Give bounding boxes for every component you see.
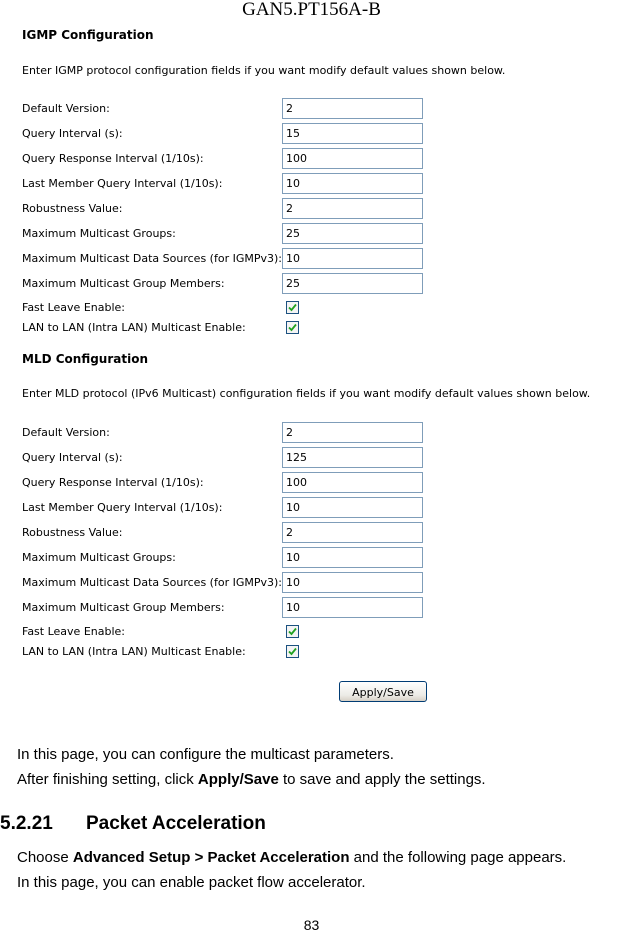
igmp-query-interval-input[interactable]: 15 xyxy=(282,123,423,144)
field-label: Default Version: xyxy=(22,426,110,439)
checkbox-label: LAN to LAN (Intra LAN) Multicast Enable: xyxy=(22,321,246,334)
mld-max-group-members-input[interactable]: 10 xyxy=(282,597,423,618)
text-fragment: to save and apply the settings. xyxy=(278,771,486,788)
mld-section-title: MLD Configuration xyxy=(22,352,148,366)
field-label: Last Member Query Interval (1/10s): xyxy=(22,501,223,514)
mld-fast-leave-row xyxy=(20,623,440,643)
checkbox-label: LAN to LAN (Intra LAN) Multicast Enable: xyxy=(22,645,246,658)
field-label: Query Response Interval (1/10s): xyxy=(22,476,204,489)
mld-lan-to-lan-row xyxy=(20,643,440,663)
igmp-default-version-row xyxy=(20,98,440,123)
mld-robustness-value-input[interactable]: 2 xyxy=(282,522,423,543)
paragraph-configure: In this page, you can configure the multicast parameters. xyxy=(17,746,394,763)
igmp-max-multicast-groups-row xyxy=(20,223,440,248)
field-label: Maximum Multicast Data Sources (for IGMPv3): xyxy=(22,252,282,265)
text-fragment: After finishing setting, click xyxy=(17,771,198,788)
field-label: Query Interval (s): xyxy=(22,127,123,140)
mld-robustness-value-row xyxy=(20,522,440,547)
check-icon xyxy=(288,303,297,312)
text-fragment: and the following page appears. xyxy=(349,849,567,866)
field-label: Query Response Interval (1/10s): xyxy=(22,152,204,165)
igmp-intro-text: Enter IGMP protocol configuration fields if you want modify default values shown below. xyxy=(22,64,506,77)
mld-default-version-row xyxy=(20,422,440,447)
bold-apply-save: Apply/Save xyxy=(197,771,279,788)
field-label: Robustness Value: xyxy=(22,526,123,539)
mld-fast-leave-checkbox[interactable] xyxy=(286,625,299,638)
igmp-robustness-value-input[interactable]: 2 xyxy=(282,198,423,219)
section-title: Packet Acceleration xyxy=(86,813,266,834)
router-config-screenshot xyxy=(20,24,620,714)
igmp-max-data-sources-row xyxy=(20,248,440,273)
igmp-lan-to-lan-row xyxy=(20,319,440,339)
page-number: 83 xyxy=(303,917,320,933)
field-label: Default Version: xyxy=(22,102,110,115)
igmp-max-data-sources-input[interactable]: 10 xyxy=(282,248,423,269)
field-label: Last Member Query Interval (1/10s): xyxy=(22,177,223,190)
field-label: Robustness Value: xyxy=(22,202,123,215)
igmp-max-group-members-input[interactable]: 25 xyxy=(282,273,423,294)
igmp-robustness-value-row xyxy=(20,198,440,223)
paragraph-enable-accelerator: In this page, you can enable packet flow accelerator. xyxy=(17,874,366,891)
igmp-fast-leave-checkbox[interactable] xyxy=(286,301,299,314)
mld-default-version-input[interactable]: 2 xyxy=(282,422,423,443)
igmp-last-member-query-interval-row xyxy=(20,173,440,198)
mld-max-multicast-groups-row xyxy=(20,547,440,572)
field-label: Query Interval (s): xyxy=(22,451,123,464)
igmp-max-multicast-groups-input[interactable]: 25 xyxy=(282,223,423,244)
igmp-section-title: IGMP Configuration xyxy=(22,28,154,42)
paragraph-choose xyxy=(17,849,566,867)
mld-max-data-sources-row xyxy=(20,572,440,597)
section-heading xyxy=(0,813,266,835)
bold-menu-path: Advanced Setup > Packet Acceleration xyxy=(72,849,350,866)
mld-query-interval-input[interactable]: 125 xyxy=(282,447,423,468)
paragraph-apply-instructions xyxy=(17,771,486,789)
field-label: Maximum Multicast Groups: xyxy=(22,551,176,564)
mld-lan-to-lan-checkbox[interactable] xyxy=(286,645,299,658)
igmp-query-response-interval-row xyxy=(20,148,440,173)
field-label: Maximum Multicast Group Members: xyxy=(22,277,225,290)
mld-last-member-query-interval-row xyxy=(20,497,440,522)
mld-query-interval-row xyxy=(20,447,440,472)
igmp-last-member-query-interval-input[interactable]: 10 xyxy=(282,173,423,194)
check-icon xyxy=(288,627,297,636)
igmp-lan-to-lan-checkbox[interactable] xyxy=(286,321,299,334)
mld-last-member-query-interval-input[interactable]: 10 xyxy=(282,497,423,518)
field-label: Maximum Multicast Groups: xyxy=(22,227,176,240)
mld-max-multicast-groups-input[interactable]: 10 xyxy=(282,547,423,568)
mld-max-data-sources-input[interactable]: 10 xyxy=(282,572,423,593)
mld-intro-text: Enter MLD protocol (IPv6 Multicast) configuration fields if you want modify default values shown below. xyxy=(22,387,591,400)
check-icon xyxy=(288,647,297,656)
checkbox-label: Fast Leave Enable: xyxy=(22,625,125,638)
mld-query-response-interval-input[interactable]: 100 xyxy=(282,472,423,493)
igmp-max-group-members-row xyxy=(20,273,440,298)
igmp-query-response-interval-input[interactable]: 100 xyxy=(282,148,423,169)
igmp-query-interval-row xyxy=(20,123,440,148)
check-icon xyxy=(288,323,297,332)
document-header: GAN5.PT156A-B xyxy=(242,0,381,20)
apply-save-button[interactable]: Apply/Save xyxy=(339,681,427,702)
text-fragment: Choose xyxy=(17,849,73,866)
mld-query-response-interval-row xyxy=(20,472,440,497)
section-number: 5.2.21 xyxy=(0,813,53,834)
mld-max-group-members-row xyxy=(20,597,440,622)
field-label: Maximum Multicast Data Sources (for IGMPv3): xyxy=(22,576,282,589)
igmp-fast-leave-row xyxy=(20,299,440,319)
field-label: Maximum Multicast Group Members: xyxy=(22,601,225,614)
checkbox-label: Fast Leave Enable: xyxy=(22,301,125,314)
igmp-default-version-input[interactable]: 2 xyxy=(282,98,423,119)
